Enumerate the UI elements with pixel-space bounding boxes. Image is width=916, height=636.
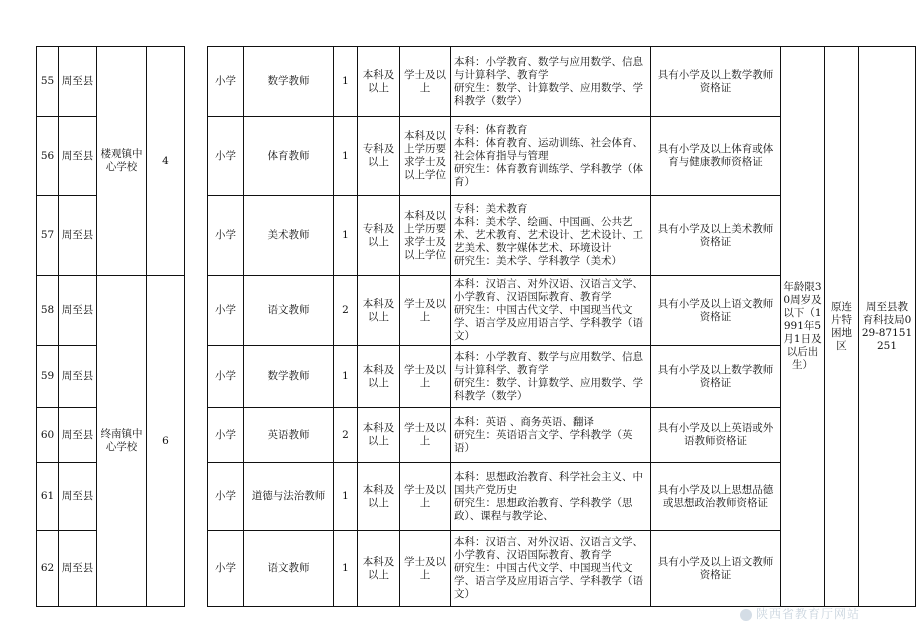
level-cell: 小学 — [208, 117, 244, 196]
school-name-cell: 楼观镇中心学校 — [97, 47, 147, 276]
certificate-cell: 具有小学及以上数学教师资格证 — [651, 346, 781, 408]
post-cell: 数学教师 — [244, 346, 334, 408]
level-cell: 小学 — [208, 408, 244, 463]
degree-cell: 本科及以上学历要求学士及以上学位 — [400, 196, 451, 276]
table-row — [37, 47, 916, 117]
education-cell: 本科及以上 — [358, 276, 400, 346]
area-cell: 原连片特困地区 — [825, 47, 859, 607]
count-cell: 1 — [334, 346, 358, 408]
school-total-cell: 4 — [147, 47, 185, 276]
major-cell: 本科：汉语言、对外汉语、汉语言文学、小学教育、汉语国际教育、教育学 研究生：中国古代文学、中国现当代文学、语言学及应用语言学、学科教学（语文） — [451, 276, 651, 346]
degree-cell: 学士及以上 — [400, 463, 451, 531]
county-cell: 周至县 — [59, 346, 97, 408]
post-cell: 数学教师 — [244, 47, 334, 117]
row-number: 62 — [37, 531, 59, 607]
education-cell: 本科及以上 — [358, 408, 400, 463]
site-watermark — [740, 605, 860, 622]
education-cell: 专科及以上 — [358, 196, 400, 276]
level-cell: 小学 — [208, 463, 244, 531]
major-cell: 本科：小学教育、数学与应用数学、信息与计算科学、教育学 研究生：数学、计算数学、应用数学、学科教学（数学） — [451, 346, 651, 408]
count-cell: 1 — [334, 47, 358, 117]
county-cell: 周至县 — [59, 196, 97, 276]
row-number: 57 — [37, 196, 59, 276]
post-cell: 英语教师 — [244, 408, 334, 463]
level-cell: 小学 — [208, 531, 244, 607]
education-cell: 本科及以上 — [358, 463, 400, 531]
major-cell: 专科：体育教育 本科：体育教育、运动训练、社会体育、社会体育指导与管理 研究生：体育教育训练学、学科教学（体育） — [451, 117, 651, 196]
major-cell: 专科：美术教育 本科：美术学、绘画、中国画、公共艺术、艺术教育、艺术设计、艺术设计、工艺美术、数字媒体艺术、环境设计 研究生：美术学、学科教学（美术） — [451, 196, 651, 276]
count-cell: 1 — [334, 463, 358, 531]
degree-cell: 学士及以上 — [400, 346, 451, 408]
major-cell: 本科：英语 、商务英语、翻译 研究生：英语语言文学、学科教学（英语） — [451, 408, 651, 463]
certificate-cell: 具有小学及以上思想品德或思想政治教师资格证 — [651, 463, 781, 531]
county-cell: 周至县 — [59, 408, 97, 463]
age-requirement-cell: 年龄限30周岁及以下（1991年5月1日及以后出生） — [781, 47, 825, 607]
degree-cell: 学士及以上 — [400, 408, 451, 463]
certificate-cell: 具有小学及以上英语或外语教师资格证 — [651, 408, 781, 463]
recruitment-table — [36, 46, 916, 607]
education-cell: 本科及以上 — [358, 47, 400, 117]
major-cell: 本科：汉语言、对外汉语、汉语言文学、小学教育、汉语国际教育、教育学 研究生：中国古代文学、中国现当代文学、语言学及应用语言学、学科教学（语文） — [451, 531, 651, 607]
county-cell: 周至县 — [59, 463, 97, 531]
row-number: 60 — [37, 408, 59, 463]
count-cell: 1 — [334, 531, 358, 607]
school-name-cell: 终南镇中心学校 — [97, 276, 147, 607]
row-number: 55 — [37, 47, 59, 117]
post-cell: 语文教师 — [244, 531, 334, 607]
count-cell: 1 — [334, 196, 358, 276]
degree-cell: 学士及以上 — [400, 276, 451, 346]
school-total-cell: 6 — [147, 276, 185, 607]
row-number: 58 — [37, 276, 59, 346]
count-cell: 2 — [334, 408, 358, 463]
globe-icon — [740, 609, 752, 621]
education-cell: 本科及以上 — [358, 346, 400, 408]
row-number: 59 — [37, 346, 59, 408]
certificate-cell: 具有小学及以上语文教师资格证 — [651, 531, 781, 607]
major-cell: 本科：小学教育、数学与应用数学、信息与计算科学、教育学 研究生：数学、计算数学、应用数学、学科教学（数学） — [451, 47, 651, 117]
level-cell: 小学 — [208, 196, 244, 276]
count-cell: 2 — [334, 276, 358, 346]
level-cell: 小学 — [208, 276, 244, 346]
county-cell: 周至县 — [59, 117, 97, 196]
certificate-cell: 具有小学及以上数学教师资格证 — [651, 47, 781, 117]
row-number: 61 — [37, 463, 59, 531]
degree-cell: 学士及以上 — [400, 531, 451, 607]
major-cell: 本科：思想政治教育、科学社会主义、中国共产党历史 研究生：思想政治教育、学科教学（思政）、课程与教学论、 — [451, 463, 651, 531]
certificate-cell: 具有小学及以上语文教师资格证 — [651, 276, 781, 346]
post-cell: 体育教师 — [244, 117, 334, 196]
count-cell: 1 — [334, 117, 358, 196]
post-cell: 美术教师 — [244, 196, 334, 276]
certificate-cell: 具有小学及以上体育或体育与健康教师资格证 — [651, 117, 781, 196]
post-cell: 道德与法治教师 — [244, 463, 334, 531]
watermark-text: 陕西省教育厅网站 — [755, 607, 860, 621]
contact-cell: 周至县教育科技局029-87151251 — [859, 47, 916, 607]
column-gap — [185, 47, 208, 607]
education-cell: 专科及以上 — [358, 117, 400, 196]
certificate-cell: 具有小学及以上美术教师资格证 — [651, 196, 781, 276]
level-cell: 小学 — [208, 47, 244, 117]
degree-cell: 学士及以上 — [400, 47, 451, 117]
county-cell: 周至县 — [59, 276, 97, 346]
county-cell: 周至县 — [59, 47, 97, 117]
level-cell: 小学 — [208, 346, 244, 408]
row-number: 56 — [37, 117, 59, 196]
degree-cell: 本科及以上学历要求学士及以上学位 — [400, 117, 451, 196]
post-cell: 语文教师 — [244, 276, 334, 346]
county-cell: 周至县 — [59, 531, 97, 607]
education-cell: 本科及以上 — [358, 531, 400, 607]
